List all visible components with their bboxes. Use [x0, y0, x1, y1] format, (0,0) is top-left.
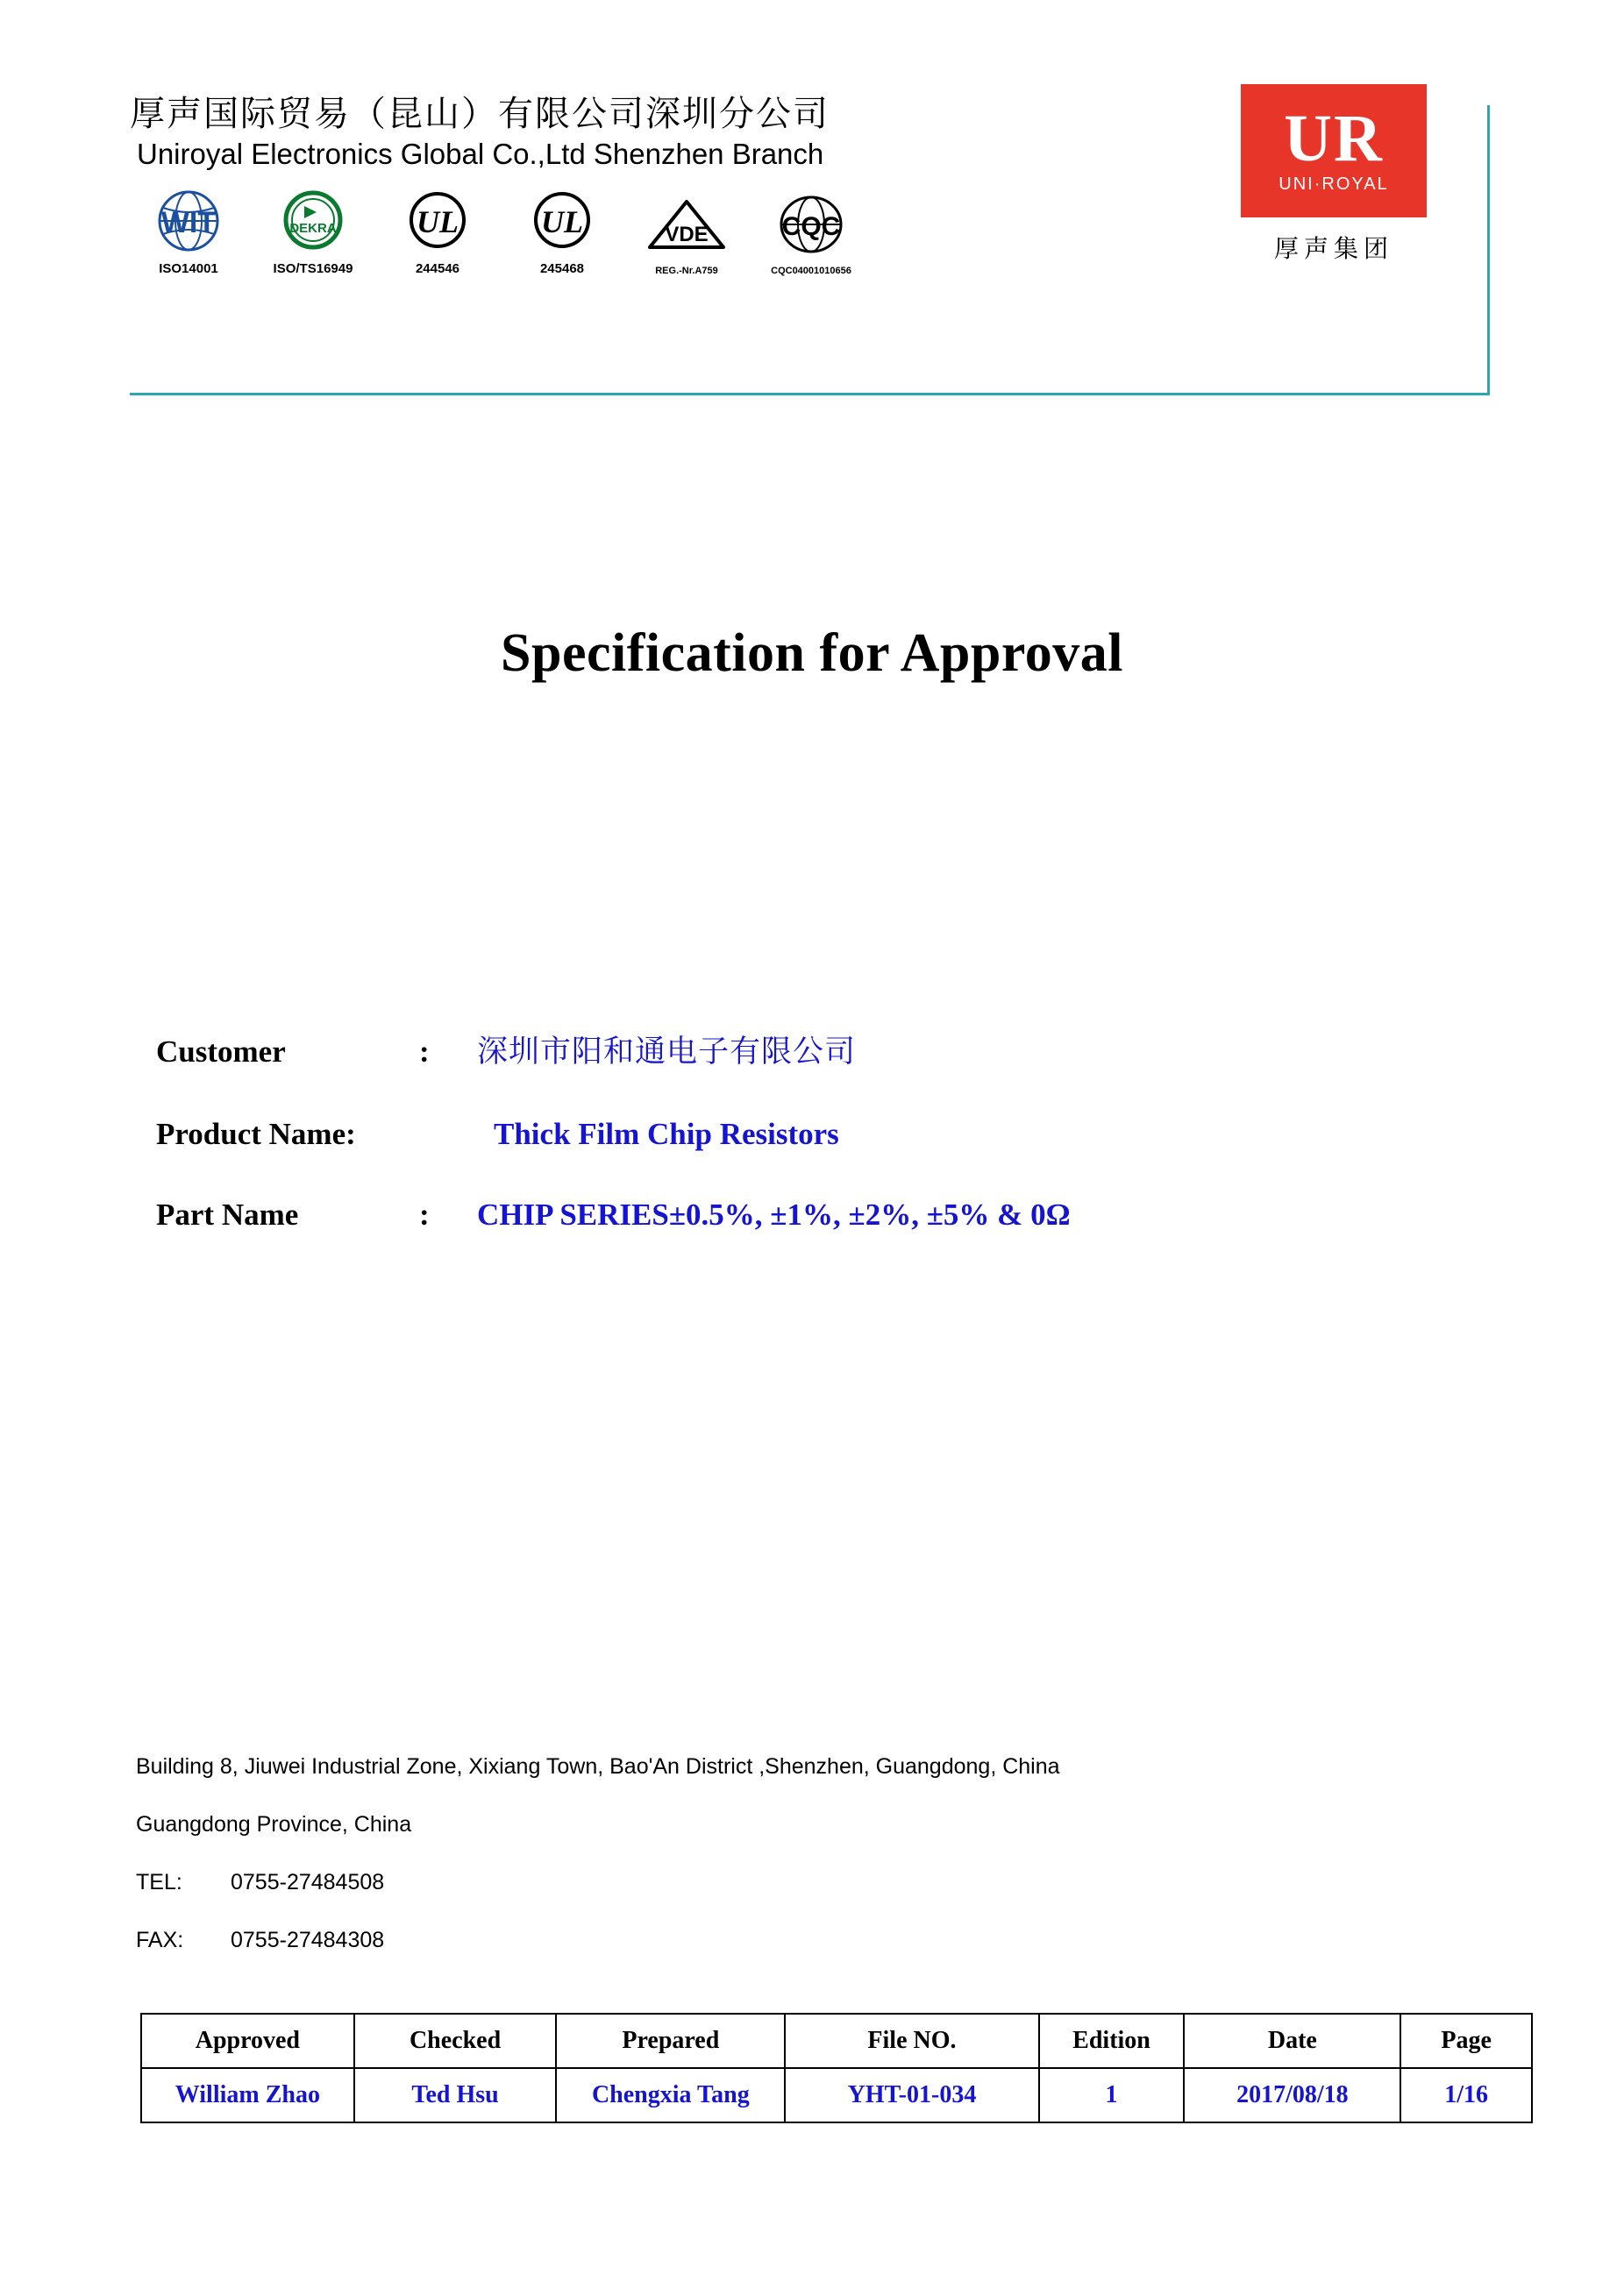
- certification-item: [516, 182, 609, 276]
- svg-text:UL: UL: [541, 204, 583, 240]
- certification-item: [267, 182, 360, 276]
- certification-caption: CQC04001010656: [771, 266, 851, 277]
- certification-caption: 245468: [539, 261, 585, 277]
- column-header-page: Page: [1400, 2014, 1532, 2068]
- fax-value: 0755-27484308: [231, 1928, 385, 1952]
- telephone-row: [136, 1853, 1451, 1911]
- certification-item: [640, 187, 733, 276]
- part-name-colon: :: [419, 1198, 430, 1232]
- column-header-approved: Approved: [141, 2014, 354, 2068]
- ul-icon: [391, 182, 484, 259]
- column-header-file-no: File NO.: [785, 2014, 1038, 2068]
- cell-checked: Ted Hsu: [354, 2068, 557, 2122]
- company-name-en: Uniroyal Electronics Global Co.,Ltd Shenzhen Branch: [137, 138, 824, 170]
- cell-date: 2017/08/18: [1184, 2068, 1400, 2122]
- column-header-edition: Edition: [1039, 2014, 1185, 2068]
- part-name-series: CHIP SERIES: [477, 1198, 669, 1232]
- field-customer: [156, 1027, 1471, 1071]
- customer-colon: :: [419, 1034, 430, 1069]
- cell-edition: 1: [1039, 2068, 1185, 2122]
- ur-logo-subtitle: UNI·ROYAL: [1279, 174, 1389, 194]
- part-name-tolerance: ±0.5%, ±1%, ±2%, ±5% & 0Ω: [668, 1198, 1071, 1232]
- product-name-label: Product Name:: [156, 1117, 356, 1151]
- certification-caption: REG.-Nr.A759: [655, 266, 718, 277]
- ur-logo-cn: 厚声集团: [1273, 234, 1393, 263]
- address-line-1: Building 8, Jiuwei Industrial Zone, Xixiang Town, Bao'An District ,Shenzhen, Guangdong, China: [136, 1754, 1060, 1779]
- product-name-value: Thick Film Chip Resistors: [494, 1117, 839, 1151]
- ul-icon: [516, 182, 609, 259]
- fax-label: FAX:: [136, 1928, 184, 1952]
- customer-value: 深圳市阳和通电子有限公司: [477, 1034, 857, 1070]
- signature-table: [140, 2013, 1533, 2123]
- telephone-value: 0755-27484508: [231, 1870, 385, 1894]
- page-title: Specification for Approval: [501, 623, 1123, 683]
- column-header-checked: Checked: [354, 2014, 557, 2068]
- column-header-date: Date: [1184, 2014, 1400, 2068]
- field-product-name: [156, 1117, 1471, 1152]
- header-divider: [130, 393, 1487, 395]
- vde-icon: [640, 187, 733, 264]
- field-part-name: [156, 1198, 1471, 1233]
- svg-text:DEKRA: DEKRA: [289, 221, 337, 237]
- certification-item: [391, 182, 484, 276]
- certification-item: [142, 182, 235, 276]
- table-header-row: [141, 2014, 1532, 2068]
- field-list: [156, 1027, 1471, 1278]
- svg-text:UL: UL: [417, 204, 459, 240]
- cell-page: 1/16: [1400, 2068, 1532, 2122]
- fax-row: [136, 1911, 1451, 1969]
- cell-approved: William Zhao: [141, 2068, 354, 2122]
- ur-logo-mark: UR: [1284, 102, 1384, 176]
- certification-item: [765, 187, 858, 276]
- wit-globe-icon: [142, 182, 235, 259]
- cell-prepared: Chengxia Tang: [556, 2068, 785, 2122]
- company-name-cn: 厚声国际贸易（昆山）有限公司深圳分公司: [130, 94, 830, 134]
- header-divider-vertical: [1487, 105, 1490, 395]
- address-block: [136, 1738, 1451, 1969]
- ur-logo-box: [1241, 84, 1427, 217]
- certification-row: [142, 182, 1217, 276]
- table-row: [141, 2068, 1532, 2122]
- address-line-2: Guangdong Province, China: [136, 1812, 412, 1837]
- dekra-icon: [267, 182, 360, 259]
- certification-caption: 244546: [415, 261, 460, 277]
- svg-text:WIT: WIT: [160, 206, 217, 240]
- column-header-prepared: Prepared: [556, 2014, 785, 2068]
- certification-caption: ISO14001: [159, 261, 218, 277]
- svg-text:CQC: CQC: [781, 212, 841, 242]
- telephone-label: TEL:: [136, 1870, 182, 1894]
- customer-label: Customer: [156, 1034, 286, 1069]
- cell-file-no: YHT-01-034: [785, 2068, 1038, 2122]
- cqc-icon: [765, 187, 858, 264]
- uniroyal-logo: [1233, 84, 1435, 265]
- header-company-block: [130, 95, 1217, 276]
- part-name-label: Part Name: [156, 1198, 299, 1232]
- svg-text:VDE: VDE: [665, 223, 709, 247]
- certification-caption: ISO/TS16949: [273, 261, 353, 277]
